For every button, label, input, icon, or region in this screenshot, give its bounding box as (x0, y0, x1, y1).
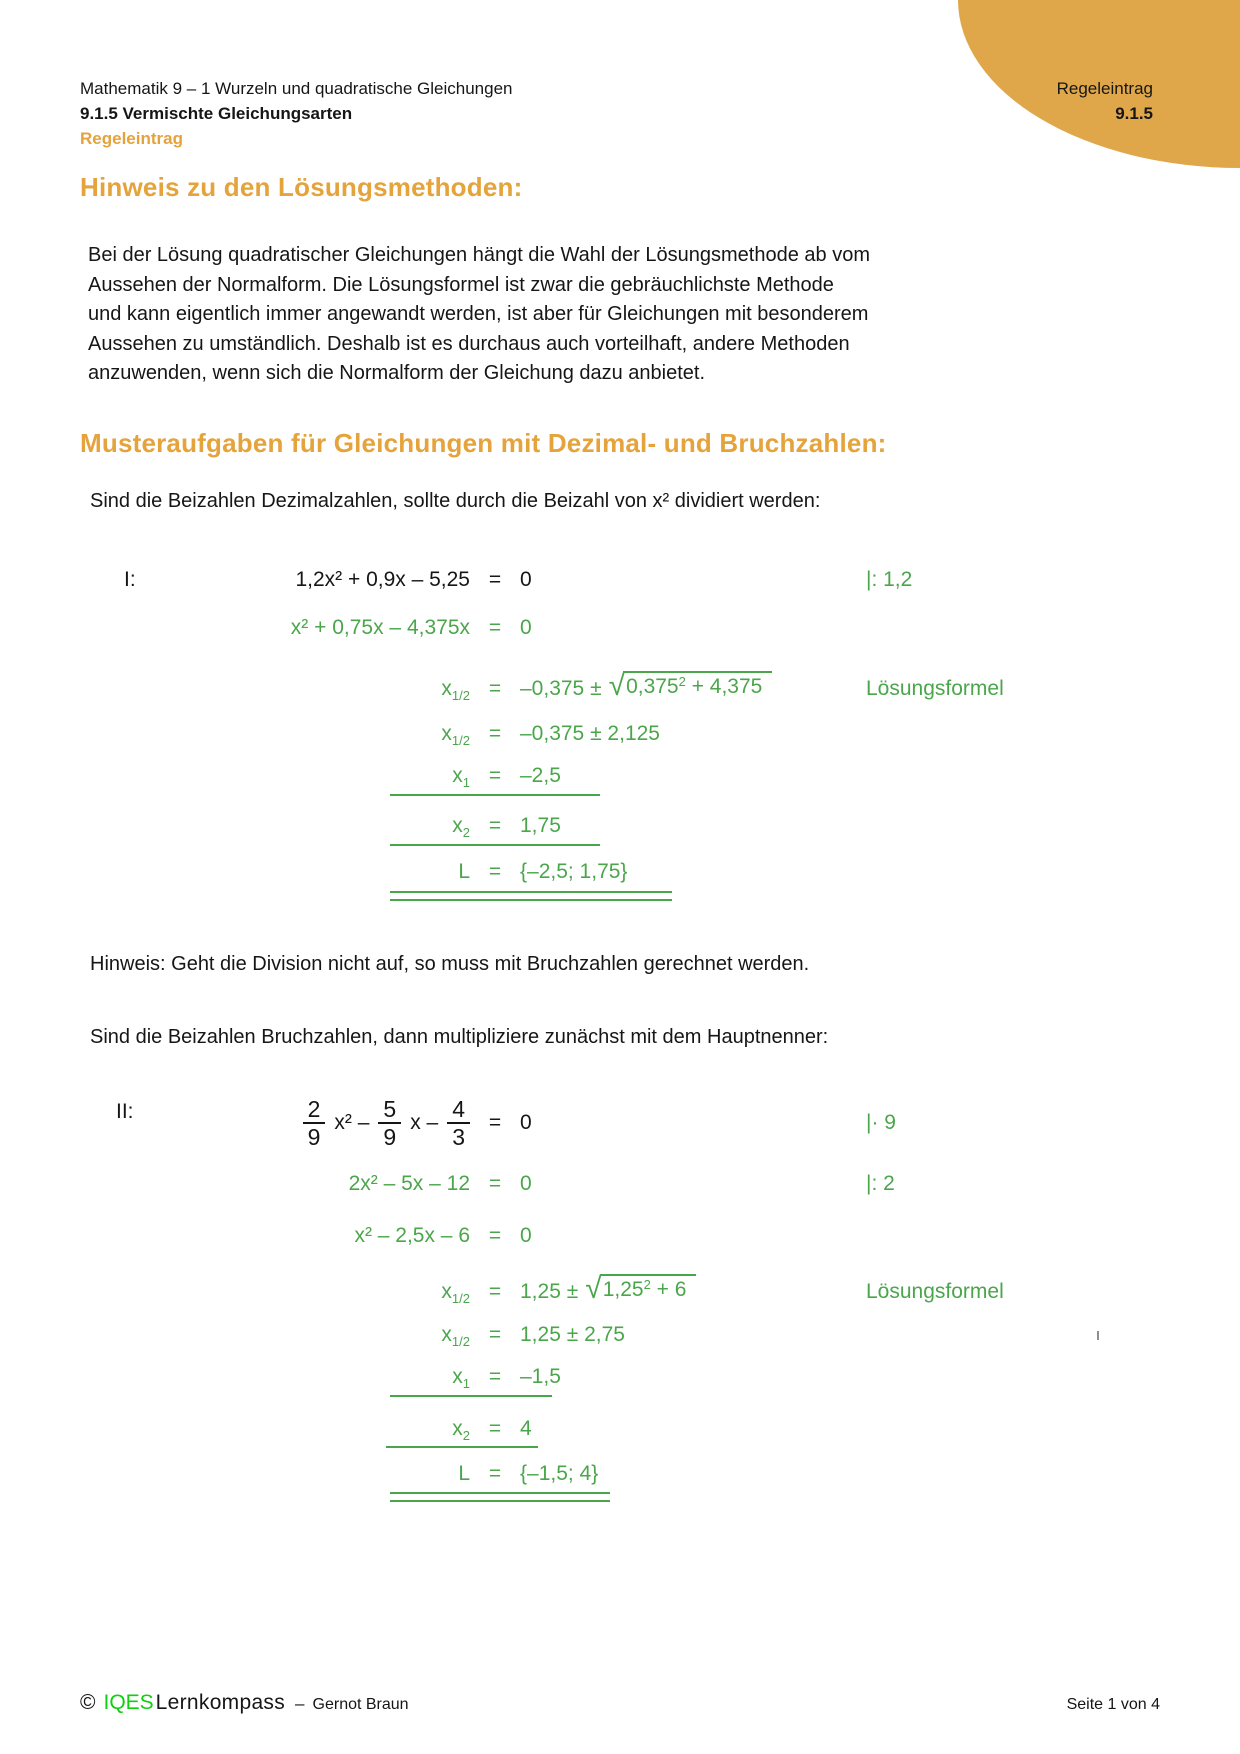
intro-decimals: Sind die Beizahlen Dezimalzahlen, sollte durch die Beizahl von x² dividiert werden: (90, 490, 821, 512)
page-number: Seite 1 von 4 (1066, 1696, 1160, 1713)
corner-doc-type: Regeleintrag (1056, 79, 1153, 98)
equation-lhs (80, 1365, 470, 1389)
fraction-denominator: 3 (447, 1122, 470, 1150)
operation-annotation: |: 1,2 (866, 568, 913, 591)
equation-row-II-5 (80, 1323, 1210, 1351)
equation-rhs: –0,375 ± 2,125 (520, 722, 660, 745)
equation-row-II-4 (80, 1258, 1210, 1304)
brand-iqes: IQES (103, 1691, 154, 1714)
solution-set-value: {–1,5; 4} (520, 1462, 599, 1485)
equals-sign: = (488, 860, 502, 883)
method-note: Lösungsformel (866, 1280, 1004, 1303)
equation-rhs: 0 (520, 1172, 532, 1195)
equals-sign: = (488, 568, 502, 591)
copyright-icon: © (80, 1691, 96, 1714)
solution-set-symbol: L (458, 1462, 470, 1485)
paragraph-line: anzuwenden, wenn sich die Normalform der Gleichung dazu anbietet. (88, 362, 706, 384)
fraction-numerator: 4 (452, 1096, 465, 1122)
equation-rhs: 1,25 ± 2,75 (520, 1323, 625, 1346)
fraction-numerator: 5 (383, 1096, 397, 1122)
equals-sign: = (488, 1323, 502, 1346)
radicand (623, 671, 772, 699)
paragraph-line: Bei der Lösung quadratischer Gleichungen hängt die Wahl der Lösungsmethode ab vom (88, 244, 870, 266)
equals-sign: = (488, 1224, 502, 1247)
equals-sign: = (488, 722, 502, 745)
equation-lhs (80, 1323, 470, 1347)
equation-lhs: 2x² – 5x – 12 (348, 1172, 470, 1195)
equation-term: x – (410, 1111, 439, 1134)
radicand-rest: + 4,375 (685, 675, 763, 698)
variable-subscript: 1/2 (451, 688, 470, 703)
equation-row-I-6 (80, 814, 1210, 842)
fraction-numerator: 2 (307, 1096, 321, 1122)
equals-sign: = (488, 1172, 502, 1195)
equation-lhs (80, 1096, 470, 1150)
equals-sign: = (488, 1365, 502, 1388)
equation-lhs (80, 764, 470, 788)
radicand-rest: + 6 (650, 1278, 687, 1301)
page-footer (80, 1691, 1160, 1715)
radical-expression (585, 1274, 696, 1304)
variable-subscript: 2 (462, 1428, 470, 1443)
variable: x (441, 722, 452, 745)
equation-row-II-1 (80, 1092, 1210, 1154)
paragraph-line: und kann eigentlich immer angewandt werden, ist aber für Gleichungen mit besonderem (88, 303, 869, 325)
radical-prefix: –0,375 ± (520, 677, 602, 700)
variable: x (452, 764, 463, 787)
stray-mark (1097, 1331, 1099, 1340)
equals-sign: = (488, 616, 502, 639)
fraction (303, 1096, 326, 1150)
equation-row-I-5 (80, 764, 1210, 792)
equals-sign: = (488, 1462, 502, 1485)
equation-rhs: 0 (520, 568, 532, 591)
radicand-exponent: 2 (678, 674, 686, 689)
radicand-base: 1,25 (602, 1278, 644, 1301)
page-header (80, 76, 513, 151)
header-doc-type: Regeleintrag (80, 129, 183, 148)
fraction-denominator: 9 (378, 1122, 401, 1150)
hint-paragraph (88, 241, 870, 389)
operation-annotation: |: 2 (866, 1172, 895, 1195)
equals-sign: = (488, 1417, 502, 1440)
equation-row-I-2 (80, 616, 1210, 644)
equation-term: x² – (334, 1111, 370, 1134)
equals-sign: = (488, 764, 502, 787)
equation-lhs (80, 1280, 470, 1304)
fraction (378, 1096, 401, 1150)
equation-rhs: 1,75 (520, 814, 561, 837)
equation-row-II-3 (80, 1224, 1210, 1252)
equation-row-II-solution (80, 1462, 1210, 1490)
example-label-I: I: (124, 568, 136, 591)
note-division: Hinweis: Geht die Division nicht auf, so muss mit Bruchzahlen gerechnet werden. (90, 953, 810, 975)
radical-sign-icon: √ (608, 669, 626, 702)
fraction-denominator: 9 (303, 1122, 326, 1150)
equation-row-I-3 (80, 655, 1210, 701)
corner-tab (958, 0, 1240, 168)
equals-sign: = (488, 1280, 502, 1303)
equals-sign: = (488, 1111, 502, 1134)
result-underline (390, 794, 600, 796)
variable: x (452, 1365, 463, 1388)
equation-rhs: –2,5 (520, 764, 561, 787)
equation-rhs: –1,5 (520, 1365, 561, 1388)
corner-tab-text (1057, 76, 1153, 126)
intro-fractions: Sind die Beizahlen Bruchzahlen, dann multipliziere zunächst mit dem Hauptnenner: (90, 1026, 829, 1048)
variable: x (441, 1280, 452, 1303)
corner-code: 9.1.5 (1115, 104, 1153, 123)
result-underline (390, 1395, 552, 1397)
equation-row-II-2 (80, 1172, 1210, 1200)
paragraph-line: Aussehen der Normalform. Die Lösungsformel ist zwar die gebräuchlichste Methode (88, 273, 834, 296)
equals-sign: = (488, 677, 502, 700)
variable-subscript: 1 (462, 775, 470, 790)
result-underline (390, 844, 600, 846)
method-note: Lösungsformel (866, 677, 1004, 700)
equation-lhs (80, 814, 470, 838)
equation-lhs (80, 1417, 470, 1441)
equation-rhs: 0 (520, 1111, 532, 1134)
solution-double-underline (390, 1492, 610, 1502)
footer-author: Gernot Braun (312, 1696, 409, 1713)
equation-lhs: 1,2x² + 0,9x – 5,25 (295, 568, 470, 591)
solution-set-symbol: L (458, 860, 470, 883)
footer-separator: – (295, 1694, 305, 1713)
equation-lhs: x² + 0,75x – 4,375x (290, 616, 470, 639)
equals-sign: = (488, 814, 502, 837)
radical-sign-icon: √ (585, 1272, 602, 1305)
section-title-hint: Hinweis zu den Lösungsmethoden: (80, 172, 523, 202)
paragraph-line: Aussehen zu umständlich. Deshalb ist es durchaus auch vorteilhaft, andere Methoden (88, 332, 850, 355)
section-title-examples: Musteraufgaben für Gleichungen mit Dezimal- und Bruchzahlen: (80, 428, 887, 458)
operation-annotation: |· 9 (866, 1111, 896, 1134)
fraction (447, 1096, 470, 1150)
equation-lhs (80, 722, 470, 746)
variable: x (441, 1323, 452, 1346)
solution-double-underline (390, 891, 672, 901)
radicand (600, 1274, 697, 1302)
variable-subscript: 1 (462, 1376, 470, 1391)
variable-subscript: 1/2 (451, 733, 470, 748)
radical-prefix: 1,25 ± (520, 1280, 579, 1303)
equation-rhs: 0 (520, 616, 532, 639)
solution-set-value: {–2,5; 1,75} (520, 860, 628, 883)
radical-expression (609, 671, 773, 701)
brand-lernkompass: Lernkompass (155, 1691, 286, 1714)
equation-row-II-6 (80, 1365, 1210, 1393)
equation-row-II-7 (80, 1417, 1210, 1445)
example-label-II: II: (116, 1100, 134, 1123)
equation-lhs: x² – 2,5x – 6 (354, 1224, 470, 1247)
radicand-exponent: 2 (643, 1277, 651, 1292)
equation-rhs: 0 (520, 1224, 532, 1247)
header-course: Mathematik 9 – 1 Wurzeln und quadratische Gleichungen (80, 79, 513, 98)
equation-row-I-solution (80, 860, 1210, 888)
variable: x (452, 814, 463, 837)
equation-row-I-4 (80, 722, 1210, 750)
radicand-base: 0,375 (626, 675, 679, 698)
variable-subscript: 1/2 (451, 1334, 470, 1349)
equation-row-I-1 (80, 568, 1210, 596)
variable: x (452, 1417, 463, 1440)
variable-subscript: 2 (462, 825, 470, 840)
equation-lhs (80, 677, 470, 701)
result-underline (386, 1446, 538, 1448)
equation-rhs: 4 (520, 1417, 532, 1440)
variable-subscript: 1/2 (451, 1291, 470, 1306)
header-topic: 9.1.5 Vermischte Gleichungsarten (80, 104, 353, 123)
variable: x (441, 677, 452, 700)
